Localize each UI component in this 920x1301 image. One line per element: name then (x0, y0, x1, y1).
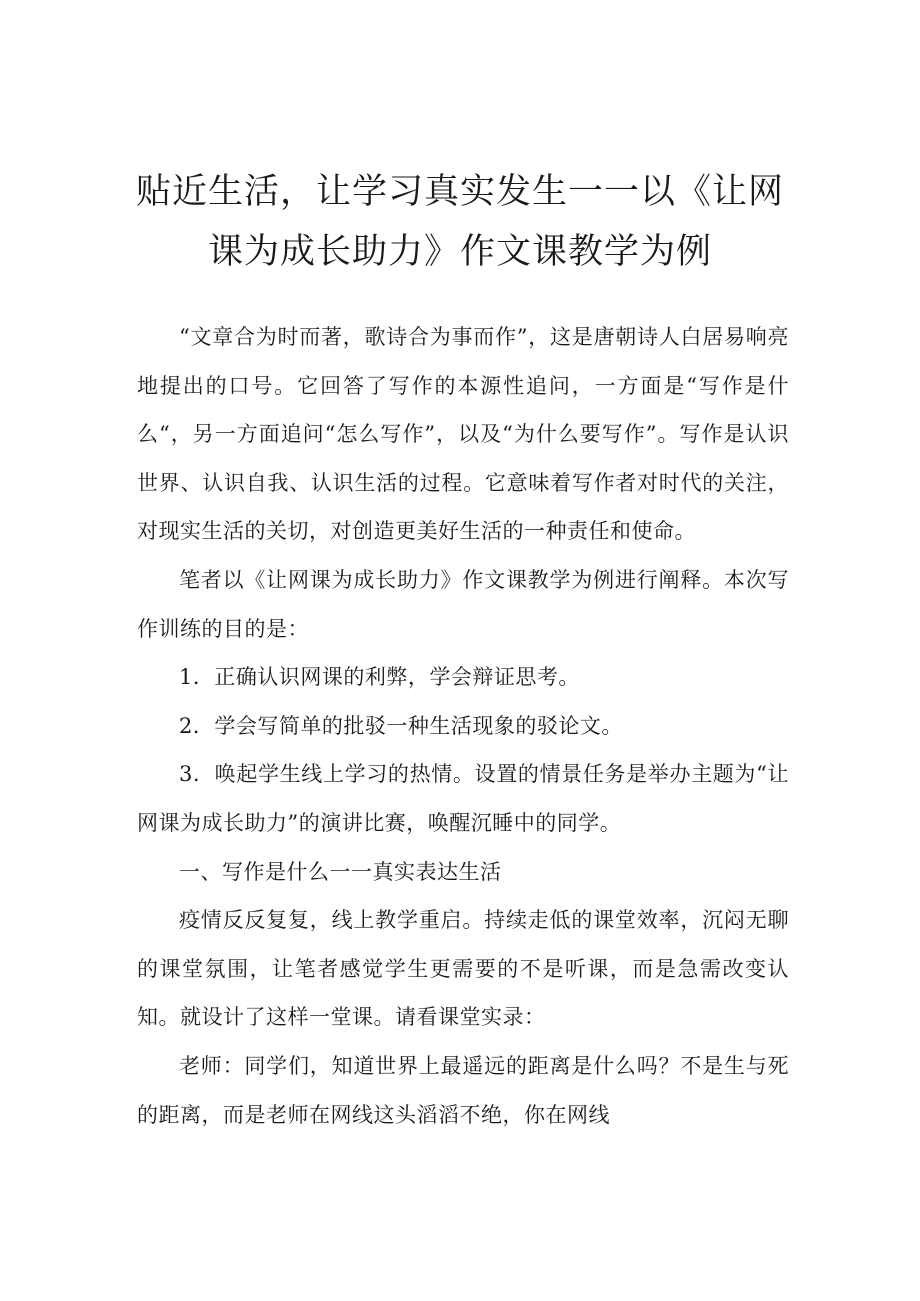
title-line-2: 课为成长助力》作文课教学为例 (207, 232, 712, 272)
list-item-goal-2: 2．学会写简单的批驳一种生活现象的驳论文。 (179, 713, 623, 738)
title-line-1: 贴近生活，让学习真实发生一一以《让网 (135, 172, 784, 212)
document-title (120, 162, 800, 282)
list-item-goal-1: 1．正确认识网课的利弊，学会辩证思考。 (179, 665, 580, 690)
paragraph-intro: “文章合为时而著，歌诗合为事而作”，这是唐朝诗人白居易响亮地提出的口号。它回答了写作的本源性追问，一方面是“写作是什么“，另一方面追问“怎么写作”，以及“为什么要写作”。写作是认识世界、认识自我、认识生活的过程。它意味着写作者对时代的关注，对现实生活的关切，对创造更美好生活的一种责任和使命。 (137, 325, 789, 544)
paragraph-context: 疫情反反复复，线上教学重启。持续走低的课堂效率，沉闷无聊的课堂氛围，让笔者感觉学生更需要的不是听课，而是急需改变认知。就设计了这样一堂课。请看课堂实录： (137, 908, 789, 1030)
section-heading-1: 一、写作是什么一一真实表达生活 (179, 859, 502, 884)
list-item-goal-3: 3．唤起学生线上学习的热情。设置的情景任务是举办主题为“让网课为成长助力”的演讲比赛，唤醒沉睡中的同学。 (137, 762, 789, 835)
paragraph-dialogue: 老师：同学们，知道世界上最遥远的距离是什么吗？不是生与死的距离，而是老师在网线这头滔滔不绝，你在网线 (137, 1053, 789, 1127)
document-body (137, 313, 789, 1139)
paragraph-purpose: 笔者以《让网课为成长助力》作文课教学为例进行阐释。本次写作训练的目的是： (137, 567, 789, 641)
